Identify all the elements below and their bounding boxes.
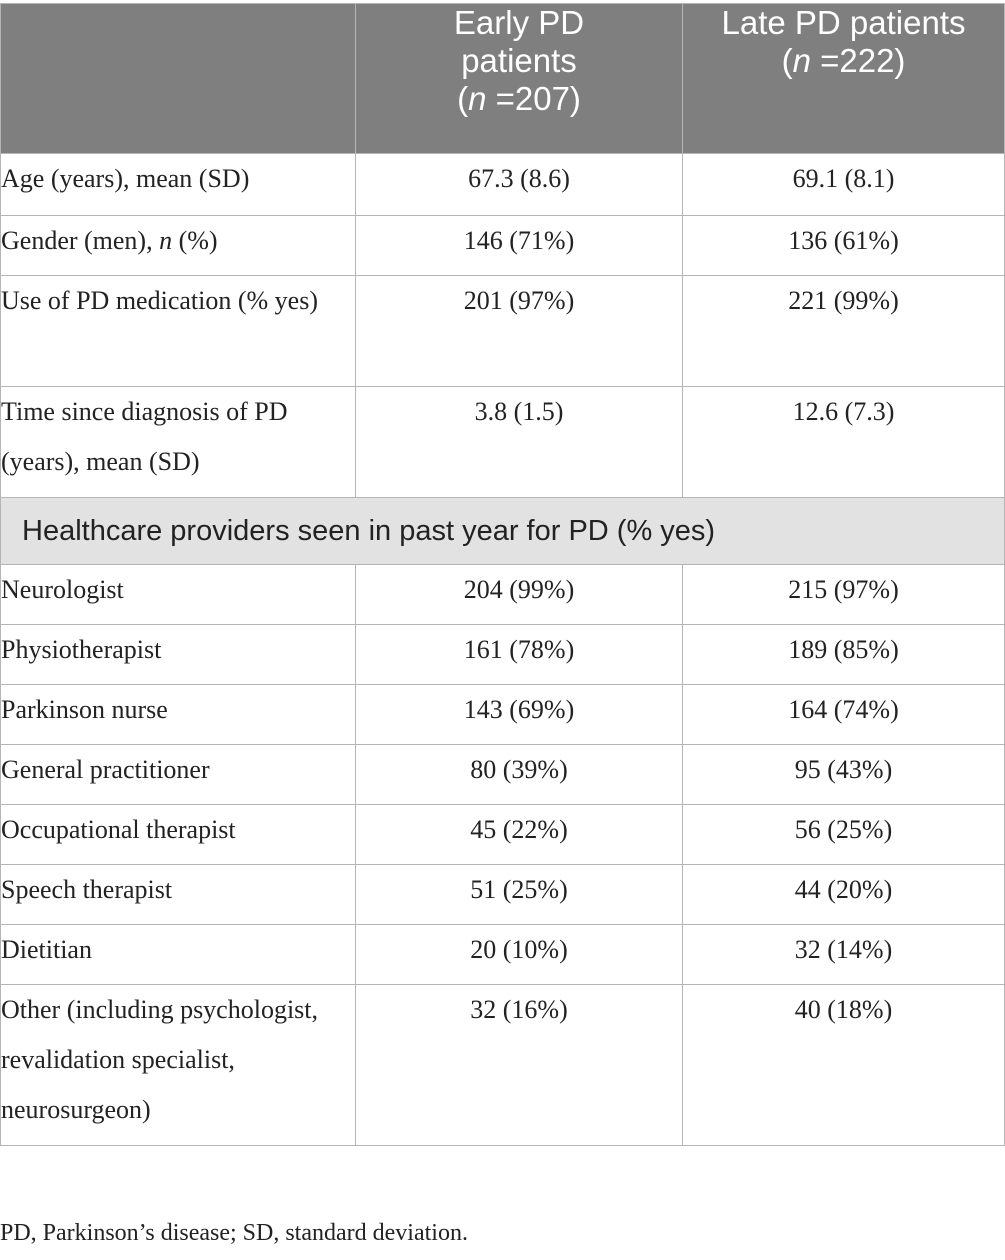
table-row <box>1 565 1005 625</box>
cell-early-physiotherapist: 161 (78%) <box>356 625 683 685</box>
row-label-gender: Gender (men), n (%) <box>1 216 356 276</box>
row-label-dietitian: Dietitian <box>1 925 356 985</box>
table-row <box>1 625 1005 685</box>
header-early-pd <box>356 4 683 154</box>
row-label-general-practitioner: General practitioner <box>1 745 356 805</box>
cell-early-age: 67.3 (8.6) <box>356 154 683 216</box>
table-row <box>1 865 1005 925</box>
table-footnote: PD, Parkinson’s disease; SD, standard deviation. <box>0 1220 468 1246</box>
cell-early-speech-therapist: 51 (25%) <box>356 865 683 925</box>
row-label-neurologist: Neurologist <box>1 565 356 625</box>
header-late-pd <box>683 4 1005 154</box>
cell-early-neurologist: 204 (99%) <box>356 565 683 625</box>
header-early-n: (n =207) <box>457 80 581 117</box>
row-label-other: Other (including psychologist, revalidation specialist, neurosurgeon) <box>1 985 356 1146</box>
cell-early-dietitian: 20 (10%) <box>356 925 683 985</box>
header-late-n: (n =222) <box>781 42 906 79</box>
table-row <box>1 745 1005 805</box>
cell-late-physiotherapist: 189 (85%) <box>683 625 1005 685</box>
table-row <box>1 154 1005 216</box>
cell-late-speech-therapist: 44 (20%) <box>683 865 1005 925</box>
table-header-row <box>1 4 1005 154</box>
row-label-occupational-therapist: Occupational therapist <box>1 805 356 865</box>
cell-late-neurologist: 215 (97%) <box>683 565 1005 625</box>
header-early-line1: Early PD <box>453 4 585 41</box>
cell-early-parkinson-nurse: 143 (69%) <box>356 685 683 745</box>
table-row <box>1 216 1005 276</box>
row-label-speech-therapist: Speech therapist <box>1 865 356 925</box>
cell-early-other: 32 (16%) <box>356 985 683 1146</box>
section-header-row <box>1 498 1005 565</box>
header-late-line1: Late PD patients <box>721 4 966 41</box>
cell-early-gender: 146 (71%) <box>356 216 683 276</box>
cell-late-dietitian: 32 (14%) <box>683 925 1005 985</box>
cell-late-medication: 221 (99%) <box>683 276 1005 387</box>
cell-late-general-practitioner: 95 (43%) <box>683 745 1005 805</box>
table-row <box>1 276 1005 387</box>
table-row <box>1 805 1005 865</box>
cell-late-occupational-therapist: 56 (25%) <box>683 805 1005 865</box>
section-title: Healthcare providers seen in past year for PD (% yes) <box>1 498 1005 565</box>
cell-late-gender: 136 (61%) <box>683 216 1005 276</box>
header-blank-cell <box>1 4 356 154</box>
table-row <box>1 387 1005 498</box>
row-label-physiotherapist: Physiotherapist <box>1 625 356 685</box>
cell-early-medication: 201 (97%) <box>356 276 683 387</box>
header-early-line2: patients <box>461 42 577 79</box>
cell-early-occupational-therapist: 45 (22%) <box>356 805 683 865</box>
row-label-medication: Use of PD medication (% yes) <box>1 276 356 387</box>
table-row <box>1 985 1005 1146</box>
cell-early-time-since-diagnosis: 3.8 (1.5) <box>356 387 683 498</box>
cell-early-general-practitioner: 80 (39%) <box>356 745 683 805</box>
table-row <box>1 925 1005 985</box>
cell-late-age: 69.1 (8.1) <box>683 154 1005 216</box>
cell-late-parkinson-nurse: 164 (74%) <box>683 685 1005 745</box>
patient-characteristics-table <box>0 3 1005 1146</box>
cell-late-time-since-diagnosis: 12.6 (7.3) <box>683 387 1005 498</box>
cell-late-other: 40 (18%) <box>683 985 1005 1146</box>
table-row <box>1 685 1005 745</box>
row-label-time-since-diagnosis: Time since diagnosis of PD (years), mean (SD) <box>1 387 356 498</box>
row-label-age: Age (years), mean (SD) <box>1 154 356 216</box>
row-label-parkinson-nurse: Parkinson nurse <box>1 685 356 745</box>
